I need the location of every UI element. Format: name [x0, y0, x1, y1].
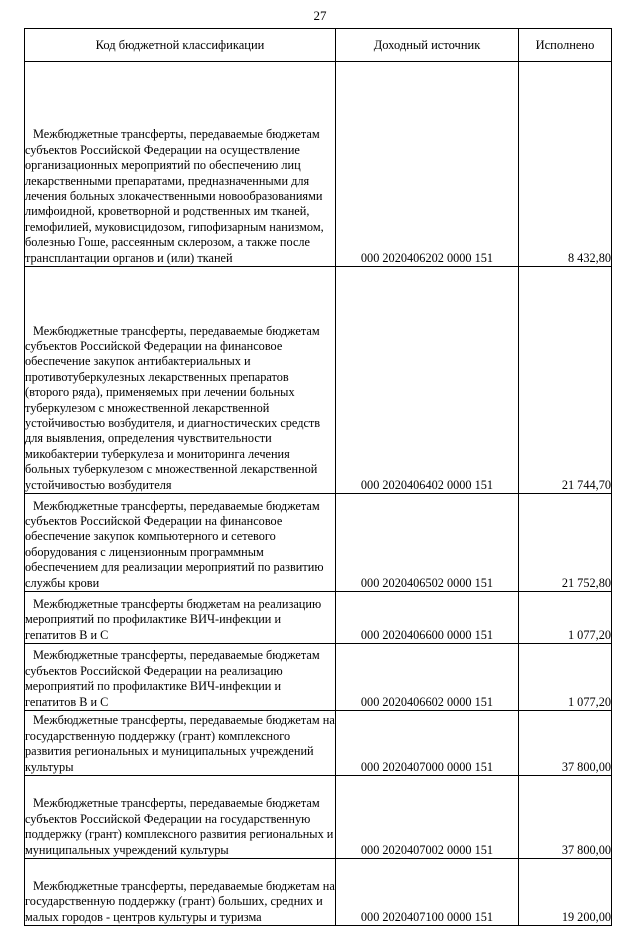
row-description: Межбюджетные трансферты, передаваемые бюджетам субъектов Российской Федерации на реализацию мероприятий по профилактике ВИЧ-инфекции и гепатитов В и С	[25, 644, 336, 711]
row-description: Межбюджетные трансферты, передаваемые бюджетам субъектов Российской Федерации на осуществление организационных мероприятий по обеспечению лиц лекарственными препаратами, предназначенными для лечения больных злокачественными новообразованиями лимфоидной, кроветворной и родственных им тканей, гемофилией, муковисцидозом, гипофизарным нанизмом, болезнью Гоше, рассеянным склерозом, а также после трансплантации органов и (или) тканей	[25, 62, 336, 267]
page-number: 27	[313, 8, 327, 23]
row-code: 000 2020407100 0000 151	[336, 859, 519, 926]
row-amount: 8 432,80	[519, 62, 612, 267]
row-description: Межбюджетные трансферты, передаваемые бюджетам субъектов Российской Федерации на финансовое обеспечение закупок антибактериальных и противотуберкулезных лекарственных препаратов (второго ряда), применяемых при лечении больных туберкулезом с множественной лекарственной устойчивостью возбудителя, и диагностических средств для выявления, определения чувствительности микобактерии туберкулеза и мониторинга лечения больных туберкулезом с множественной лекарственной устойчивостью возбудителя	[25, 267, 336, 494]
table-row	[25, 776, 612, 859]
row-description: Межбюджетные трансферты, передаваемые бюджетам на государственную поддержку (грант) комплексного развития региональных и муниципальных учреждений культуры	[25, 711, 336, 776]
row-code: 000 2020406600 0000 151	[336, 592, 519, 644]
table-row	[25, 267, 612, 494]
table-row	[25, 711, 612, 776]
row-amount: 37 800,00	[519, 711, 612, 776]
budget-table	[24, 28, 612, 926]
table-row	[25, 592, 612, 644]
header-executed: Исполнено	[519, 29, 612, 62]
row-amount: 21 744,70	[519, 267, 612, 494]
row-code: 000 2020406202 0000 151	[336, 62, 519, 267]
row-code: 000 2020407000 0000 151	[336, 711, 519, 776]
row-description: Межбюджетные трансферты бюджетам на реализацию мероприятий по профилактике ВИЧ-инфекции и гепатитов В и С	[25, 592, 336, 644]
table-row	[25, 62, 612, 267]
row-amount: 1 077,20	[519, 592, 612, 644]
table-row	[25, 494, 612, 592]
row-description: Межбюджетные трансферты, передаваемые бюджетам на государственную поддержку (грант) больших, средних и малых городов - центров культуры и туризма	[25, 859, 336, 926]
header-source: Доходный источник	[336, 29, 519, 62]
table-header-row	[25, 29, 612, 62]
table-row	[25, 859, 612, 926]
header-code: Код бюджетной классификации	[25, 29, 336, 62]
table-row	[25, 644, 612, 711]
row-amount: 21 752,80	[519, 494, 612, 592]
row-amount: 37 800,00	[519, 776, 612, 859]
row-code: 000 2020407002 0000 151	[336, 776, 519, 859]
row-amount: 19 200,00	[519, 859, 612, 926]
row-amount: 1 077,20	[519, 644, 612, 711]
row-description: Межбюджетные трансферты, передаваемые бюджетам субъектов Российской Федерации на государственную поддержку (грант) комплексного развития региональных и муниципальных учреждений культуры	[25, 776, 336, 859]
row-code: 000 2020406402 0000 151	[336, 267, 519, 494]
row-code: 000 2020406602 0000 151	[336, 644, 519, 711]
row-code: 000 2020406502 0000 151	[336, 494, 519, 592]
row-description: Межбюджетные трансферты, передаваемые бюджетам субъектов Российской Федерации на финансовое обеспечение закупок компьютерного и сетевого оборудования с лицензионным программным обеспечением для реализации мероприятий по развитию службы крови	[25, 494, 336, 592]
